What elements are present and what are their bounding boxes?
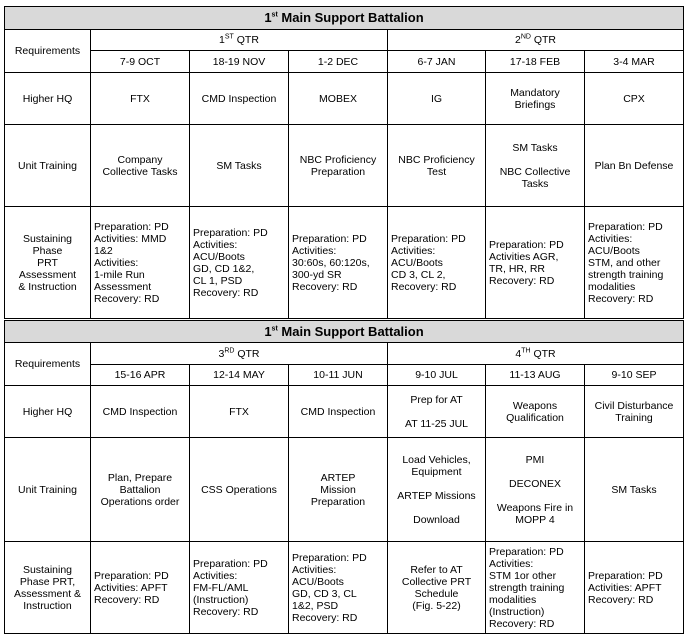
date-cell: 17-18 FEB	[486, 51, 585, 73]
quarter-ordinal: TH	[521, 347, 531, 354]
schedule-table-q1-q2	[4, 6, 684, 319]
higher-hq-cell: CMD Inspection	[91, 386, 190, 438]
unit-training-cell: ARTEP Mission Preparation	[289, 438, 388, 542]
sustaining-phase-cell: Preparation: PD Activities: APFT Recovery: RD	[585, 542, 684, 634]
quarter-header	[388, 30, 684, 51]
quarter-number: 1	[219, 34, 225, 46]
quarter-ordinal: ST	[224, 33, 234, 41]
date-cell: 1-2 DEC	[289, 51, 388, 73]
unit-training-cell: Company Collective Tasks	[91, 125, 190, 207]
quarter-number: 4	[515, 347, 522, 360]
date-cell: 15-16 APR	[91, 365, 190, 386]
title-ordinal: st	[271, 325, 278, 333]
unit-training-cell: SM Tasks	[190, 125, 289, 207]
title-text: Main Support Battalion	[277, 10, 424, 25]
title-number: 1	[264, 10, 272, 25]
title-ordinal: st	[271, 11, 278, 19]
unit-training-cell: Plan, Prepare Battalion Operations order	[91, 438, 190, 542]
date-cell: 9-10 SEP	[585, 365, 684, 386]
date-cell: 11-13 AUG	[486, 365, 585, 386]
sustaining-phase-label: Sustaining Phase PRT Assessment & Instruction	[5, 207, 91, 319]
date-cell: 9-10 JUL	[388, 365, 486, 386]
title-text: Main Support Battalion	[277, 323, 424, 339]
quarter-label: QTR	[233, 34, 259, 46]
date-cell: 18-19 NOV	[190, 51, 289, 73]
date-cell: 6-7 JAN	[388, 51, 486, 73]
higher-hq-cell: MOBEX	[289, 73, 388, 125]
unit-training-cell: CSS Operations	[190, 438, 289, 542]
unit-training-cell: SM Tasks NBC Collective Tasks	[486, 125, 585, 207]
requirements-label: Requirements	[5, 343, 91, 386]
sustaining-phase-cell: Preparation: PD Activities: ACU/Boots CD 3, CL 2, Recovery: RD	[388, 207, 486, 319]
requirements-label: Requirements	[5, 30, 91, 73]
date-cell: 12-14 MAY	[190, 365, 289, 386]
unit-training-cell: PMI DECONEX Weapons Fire in MOPP 4	[486, 438, 585, 542]
quarter-header	[91, 343, 388, 365]
higher-hq-cell: FTX	[91, 73, 190, 125]
quarter-header	[388, 343, 684, 365]
higher-hq-label: Higher HQ	[5, 73, 91, 125]
date-cell: 7-9 OCT	[91, 51, 190, 73]
quarter-label: QTR	[234, 347, 260, 360]
unit-training-cell: SM Tasks	[585, 438, 684, 542]
table-title	[5, 7, 684, 30]
quarter-label: QTR	[530, 34, 557, 46]
unit-training-label: Unit Training	[5, 125, 91, 207]
higher-hq-cell: Civil Disturbance Training	[585, 386, 684, 438]
sustaining-phase-cell: Preparation: PD Activities: ACU/Boots STM, and other strength training modalities Recovery: RD	[585, 207, 684, 319]
date-cell: 10-11 JUN	[289, 365, 388, 386]
unit-training-cell: NBC Proficiency Test	[388, 125, 486, 207]
higher-hq-cell: CMD Inspection	[190, 73, 289, 125]
higher-hq-cell: Weapons Qualification	[486, 386, 585, 438]
higher-hq-cell: Mandatory Briefings	[486, 73, 585, 125]
sustaining-phase-cell: Preparation: PD Activities: MMD 1&2 Activities: 1-mile Run Assessment Recovery: RD	[91, 207, 190, 319]
higher-hq-cell: CPX	[585, 73, 684, 125]
higher-hq-cell: CMD Inspection	[289, 386, 388, 438]
sustaining-phase-cell: Preparation: PD Activities: ACU/Boots GD, CD 1&2, CL 1, PSD Recovery: RD	[190, 207, 289, 319]
table-title	[5, 321, 684, 343]
sustaining-phase-label: Sustaining Phase PRT, Assessment & Instruction	[5, 542, 91, 634]
sustaining-phase-cell: Preparation: PD Activities: APFT Recovery: RD	[91, 542, 190, 634]
unit-training-cell: Plan Bn Defense	[585, 125, 684, 207]
quarter-header	[91, 30, 388, 51]
sustaining-phase-cell: Preparation: PD Activities: 30:60s, 60:120s, 300-yd SR Recovery: RD	[289, 207, 388, 319]
unit-training-cell: NBC Proficiency Preparation	[289, 125, 388, 207]
quarter-ordinal: ND	[520, 33, 531, 41]
higher-hq-cell: FTX	[190, 386, 289, 438]
schedule-table-q3-q4	[4, 320, 684, 634]
quarter-label: QTR	[530, 347, 556, 360]
quarter-number: 3	[218, 347, 225, 360]
quarter-number: 2	[514, 34, 521, 46]
sustaining-phase-cell: Preparation: PD Activities AGR, TR, HR, RR Recovery: RD	[486, 207, 585, 319]
sustaining-phase-cell: Preparation: PD Activities: STM 1or other strength training modalities (Instruction) Recovery: RD	[486, 542, 585, 634]
higher-hq-cell: IG	[388, 73, 486, 125]
quarter-ordinal: RD	[224, 347, 235, 354]
unit-training-cell: Load Vehicles, Equipment ARTEP Missions Download	[388, 438, 486, 542]
date-cell: 3-4 MAR	[585, 51, 684, 73]
higher-hq-label: Higher HQ	[5, 386, 91, 438]
sustaining-phase-cell: Preparation: PD Activities: ACU/Boots GD, CD 3, CL 1&2, PSD Recovery: RD	[289, 542, 388, 634]
title-number: 1	[264, 323, 272, 339]
sustaining-phase-cell: Preparation: PD Activities: FM-FL/AML (Instruction) Recovery: RD	[190, 542, 289, 634]
sustaining-phase-cell: Refer to AT Collective PRT Schedule (Fig. 5-22)	[388, 542, 486, 634]
unit-training-label: Unit Training	[5, 438, 91, 542]
higher-hq-cell: Prep for AT AT 11-25 JUL	[388, 386, 486, 438]
